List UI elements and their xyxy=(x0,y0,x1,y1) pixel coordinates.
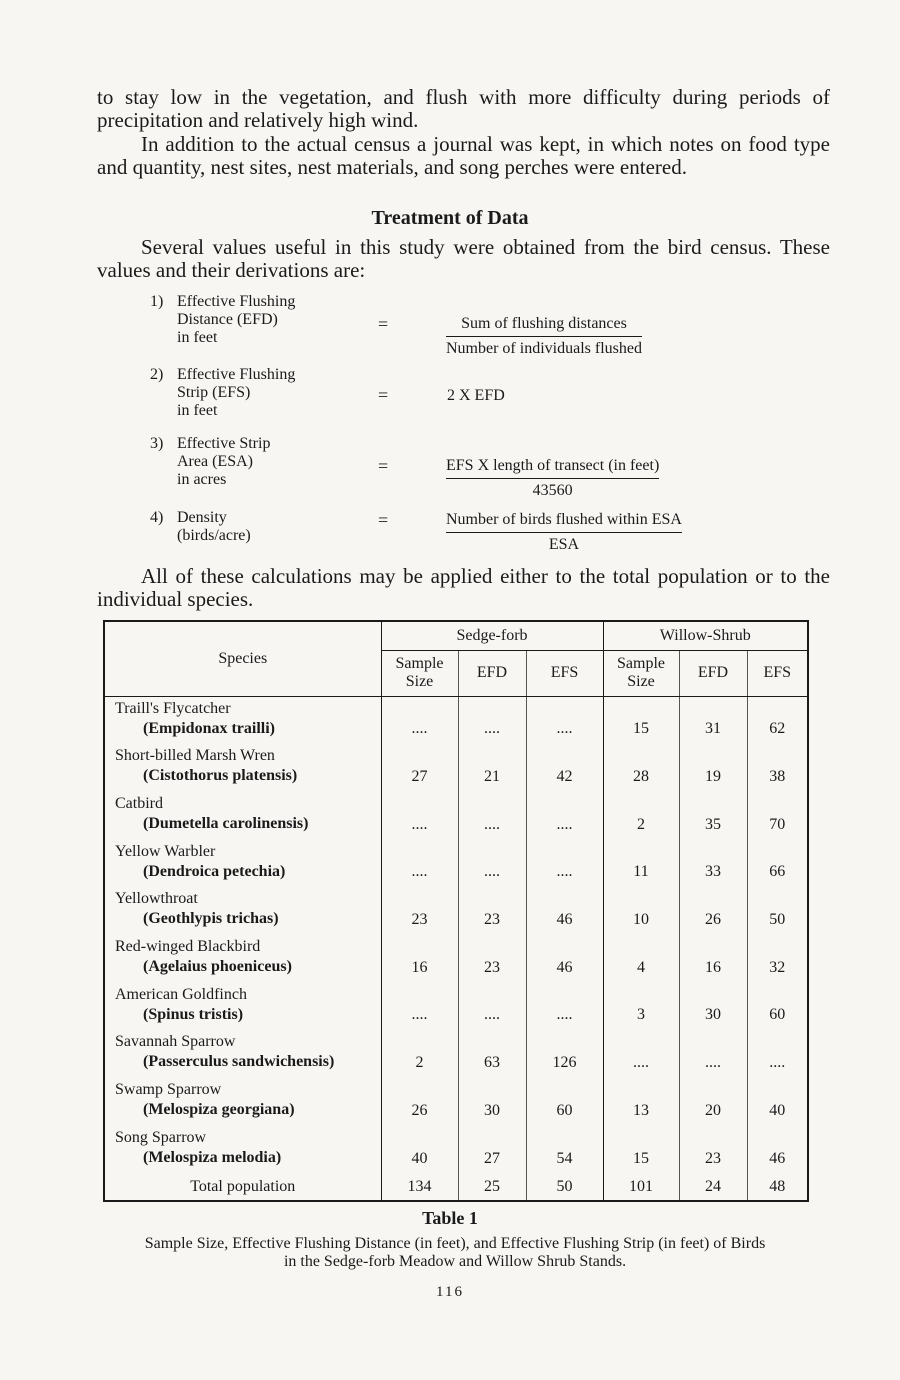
formula-label: Effective Flushing Distance (EFD) in feet xyxy=(177,293,296,346)
formula-fraction xyxy=(446,511,682,554)
sedge-forb-sample-size-cell: 23 xyxy=(381,887,458,935)
willow-shrub-efd-cell: 20 xyxy=(679,1078,747,1126)
table-row xyxy=(105,840,807,888)
willow-shrub-sample-size-cell: .... xyxy=(603,1030,679,1078)
sedge-forb-efs-cell: 126 xyxy=(526,1030,603,1078)
sedge-forb-efd-cell: .... xyxy=(458,983,526,1031)
species-scientific-name: (Melospiza melodia) xyxy=(143,1148,282,1166)
table-row xyxy=(105,696,807,744)
data-table xyxy=(103,620,809,1202)
sedge-forb-sample-size-cell: .... xyxy=(381,840,458,888)
willow-shrub-efd-cell: 23 xyxy=(679,1126,747,1174)
page-number: 116 xyxy=(436,1284,464,1300)
sedge-forb-efs-cell: 60 xyxy=(526,1078,603,1126)
total-willow-shrub-sample-size-cell: 101 xyxy=(603,1174,679,1200)
willow-shrub-efs-cell: 32 xyxy=(769,958,786,976)
equals-sign: = xyxy=(378,456,389,476)
species-scientific-name: (Passerculus sandwichensis) xyxy=(143,1053,335,1071)
intro-paragraph-2: In addition to the actual census a journal was kept, in which notes on food type and quantity, nest sites, nest materials, and song perches were entered. xyxy=(97,132,830,179)
column-header-sample-size: Sample Size xyxy=(603,650,679,696)
willow-shrub-efd-cell: 19 xyxy=(679,744,747,792)
equals-sign: = xyxy=(378,510,389,530)
willow-shrub-sample-size-cell: 11 xyxy=(603,840,679,888)
willow-shrub-sample-size-cell: 2 xyxy=(603,792,679,840)
sedge-forb-sample-size-cell: 27 xyxy=(381,744,458,792)
willow-shrub-efs-cell: 40 xyxy=(769,1101,786,1119)
table-row xyxy=(105,1126,807,1174)
intro-paragraph-1: to stay low in the vegetation, and flush with more difficulty during periods of precipitation and relatively high wind. xyxy=(97,85,830,132)
fraction-numerator: Sum of flushing distances xyxy=(446,315,642,337)
species-cell xyxy=(105,1078,381,1126)
section-heading: Treatment of Data xyxy=(371,207,529,229)
formula-label: Effective Flushing Strip (EFS) in feet xyxy=(177,366,296,419)
table-row xyxy=(105,983,807,1031)
formula-expression: 2 X EFD xyxy=(447,387,505,404)
species-cell xyxy=(105,887,381,935)
total-population-label: Total population xyxy=(105,1174,381,1200)
willow-shrub-efd-cell: 31 xyxy=(679,696,747,744)
total-willow-shrub-efs-cell: 48 xyxy=(769,1177,786,1195)
sedge-forb-efd-cell: 21 xyxy=(458,744,526,792)
sedge-forb-efd-cell: 23 xyxy=(458,887,526,935)
sedge-forb-efs-cell: .... xyxy=(526,792,603,840)
fraction-denominator: Number of individuals flushed xyxy=(446,340,642,357)
after-formulas-paragraph: All of these calculations may be applied either to the total population or to the individual species. xyxy=(97,564,830,611)
table-row xyxy=(105,1030,807,1078)
formula-number: 3) xyxy=(150,435,164,452)
willow-shrub-sample-size-cell: 15 xyxy=(603,696,679,744)
column-header-efs: EFS xyxy=(747,650,807,696)
total-sedge-forb-efd-cell: 25 xyxy=(458,1174,526,1200)
formula-fraction xyxy=(446,457,659,500)
species-scientific-name: (Empidonax trailli) xyxy=(143,719,276,737)
formula-esa xyxy=(150,435,830,505)
sedge-forb-efs-cell: 42 xyxy=(526,744,603,792)
formula-efs xyxy=(150,366,830,436)
fraction-denominator: ESA xyxy=(548,536,580,553)
species-cell xyxy=(105,840,381,888)
formula-efd xyxy=(150,293,830,363)
willow-shrub-sample-size-cell: 13 xyxy=(603,1078,679,1126)
formula-fraction xyxy=(446,315,642,358)
sedge-forb-efd-cell: .... xyxy=(458,696,526,744)
species-cell xyxy=(105,696,381,744)
species-scientific-name: (Dendroica petechia) xyxy=(143,862,286,880)
species-scientific-name: (Cistothorus platensis) xyxy=(143,767,298,785)
sedge-forb-sample-size-cell: 40 xyxy=(381,1126,458,1174)
group-header-sedge-forb: Sedge-forb xyxy=(381,622,603,650)
species-common-name: Traill's Flycatcher xyxy=(115,699,231,717)
table-row xyxy=(105,887,807,935)
willow-shrub-efs-cell: 70 xyxy=(769,815,786,833)
species-common-name: Swamp Sparrow xyxy=(115,1081,222,1099)
willow-shrub-sample-size-cell: 4 xyxy=(603,935,679,983)
formula-number: 1) xyxy=(150,293,164,310)
willow-shrub-sample-size-cell: 15 xyxy=(603,1126,679,1174)
willow-shrub-efs-cell: 38 xyxy=(769,767,786,785)
willow-shrub-efs-cell: .... xyxy=(769,1054,786,1072)
sedge-forb-sample-size-cell: .... xyxy=(381,983,458,1031)
sedge-forb-efs-cell: .... xyxy=(526,840,603,888)
table-caption: Sample Size, Effective Flushing Distance (in feet), and Effective Flushing Strip (in feet) of Birds in the Sedge-forb Meadow and Willow Shrub Stands. xyxy=(144,1235,766,1270)
species-scientific-name: (Spinus tristis) xyxy=(143,1005,244,1023)
sedge-forb-efd-cell: .... xyxy=(458,792,526,840)
willow-shrub-efd-cell: .... xyxy=(679,1030,747,1078)
total-willow-shrub-efd-cell: 24 xyxy=(679,1174,747,1200)
equals-sign: = xyxy=(378,314,389,334)
sedge-forb-sample-size-cell: .... xyxy=(381,696,458,744)
sedge-forb-efs-cell: .... xyxy=(526,983,603,1031)
sedge-forb-efd-cell: .... xyxy=(458,840,526,888)
sedge-forb-sample-size-cell: 2 xyxy=(381,1030,458,1078)
species-common-name: Savannah Sparrow xyxy=(115,1033,236,1051)
willow-shrub-sample-size-cell: 3 xyxy=(603,983,679,1031)
species-cell xyxy=(105,935,381,983)
total-sedge-forb-efs-cell: 50 xyxy=(526,1174,603,1200)
willow-shrub-efd-cell: 30 xyxy=(679,983,747,1031)
species-scientific-name: (Geothlypis trichas) xyxy=(143,910,279,928)
species-cell xyxy=(105,1126,381,1174)
sedge-forb-sample-size-cell: .... xyxy=(381,792,458,840)
willow-shrub-efd-cell: 16 xyxy=(679,935,747,983)
species-common-name: Short-billed Marsh Wren xyxy=(115,747,275,765)
sedge-forb-sample-size-cell: 26 xyxy=(381,1078,458,1126)
formula-number: 2) xyxy=(150,366,164,383)
fraction-numerator: EFS X length of transect (in feet) xyxy=(446,457,659,479)
sedge-forb-efd-cell: 30 xyxy=(458,1078,526,1126)
species-header: Species xyxy=(105,622,381,696)
table-total-row xyxy=(105,1174,807,1200)
willow-shrub-sample-size-cell: 28 xyxy=(603,744,679,792)
column-header-efs: EFS xyxy=(526,650,603,696)
species-cell xyxy=(105,744,381,792)
sedge-forb-efs-cell: 54 xyxy=(526,1126,603,1174)
sedge-forb-efd-cell: 27 xyxy=(458,1126,526,1174)
sedge-forb-efs-cell: 46 xyxy=(526,887,603,935)
species-common-name: Red-winged Blackbird xyxy=(115,938,261,956)
table-row xyxy=(105,935,807,983)
species-cell xyxy=(105,1030,381,1078)
table-caption-title: Table 1 xyxy=(422,1208,478,1228)
column-header-sample-size: Sample Size xyxy=(381,650,458,696)
sedge-forb-efs-cell: .... xyxy=(526,696,603,744)
species-scientific-name: (Melospiza georgiana) xyxy=(143,1101,295,1119)
willow-shrub-efs-cell: 60 xyxy=(769,1006,786,1024)
species-scientific-name: (Agelaius phoeniceus) xyxy=(143,958,292,976)
sedge-forb-sample-size-cell: 16 xyxy=(381,935,458,983)
formula-label: Effective Strip Area (ESA) in acres xyxy=(177,435,271,488)
species-cell xyxy=(105,792,381,840)
species-common-name: American Goldfinch xyxy=(115,985,247,1003)
willow-shrub-efd-cell: 35 xyxy=(679,792,747,840)
willow-shrub-efs-cell: 62 xyxy=(769,720,786,738)
table-row xyxy=(105,1078,807,1126)
willow-shrub-sample-size-cell: 10 xyxy=(603,887,679,935)
species-scientific-name: (Dumetella carolinensis) xyxy=(143,814,309,832)
fraction-denominator: 43560 xyxy=(532,482,573,499)
willow-shrub-efd-cell: 26 xyxy=(679,887,747,935)
group-header-willow-shrub: Willow-Shrub xyxy=(603,622,807,650)
species-common-name: Catbird xyxy=(115,794,163,812)
column-header-efd: EFD xyxy=(679,650,747,696)
sedge-forb-efd-cell: 63 xyxy=(458,1030,526,1078)
willow-shrub-efs-cell: 50 xyxy=(769,911,786,929)
total-sedge-forb-sample-size-cell: 134 xyxy=(381,1174,458,1200)
sedge-forb-efs-cell: 46 xyxy=(526,935,603,983)
species-common-name: Yellowthroat xyxy=(115,890,198,908)
species-common-name: Song Sparrow xyxy=(115,1128,207,1146)
table-row xyxy=(105,792,807,840)
sedge-forb-efd-cell: 23 xyxy=(458,935,526,983)
formula-label: Density (birds/acre) xyxy=(177,509,251,544)
species-common-name: Yellow Warbler xyxy=(115,842,216,860)
fraction-numerator: Number of birds flushed within ESA xyxy=(446,511,682,533)
section-paragraph: Several values useful in this study were obtained from the bird census. These values and their derivations are: xyxy=(97,235,830,282)
equals-sign: = xyxy=(378,385,389,405)
species-cell xyxy=(105,983,381,1031)
column-header-efd: EFD xyxy=(458,650,526,696)
willow-shrub-efd-cell: 33 xyxy=(679,840,747,888)
willow-shrub-efs-cell: 46 xyxy=(769,1149,786,1167)
table-row xyxy=(105,744,807,792)
willow-shrub-efs-cell: 66 xyxy=(769,863,786,881)
formula-number: 4) xyxy=(150,509,164,526)
